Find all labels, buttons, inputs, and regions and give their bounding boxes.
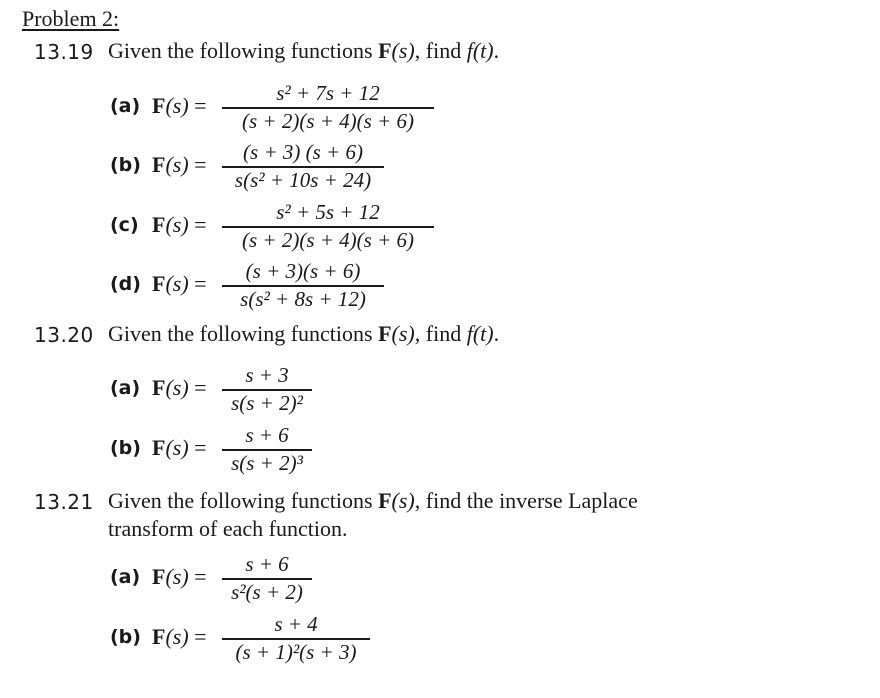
part-label: (a) (110, 95, 141, 117)
fraction-numerator: s² + 5s + 12 (276, 200, 380, 224)
fraction-numerator: s² + 7s + 12 (276, 81, 380, 105)
fraction-numerator: s + 6 (245, 423, 289, 447)
statement-function: F (378, 38, 392, 63)
statement-text: . (493, 38, 500, 63)
statement-arg: (s) (391, 321, 415, 346)
part-label: (b) (110, 154, 141, 176)
fraction-denominator: s(s² + 10s + 24) (234, 168, 372, 192)
statement-arg: (s) (391, 488, 415, 513)
function-lhs: F(s) = (152, 152, 207, 177)
part-label: (b) (110, 626, 141, 648)
part-label: (b) (110, 437, 141, 459)
statement-arg: (s) (391, 38, 415, 63)
function-lhs: F(s) = (152, 93, 207, 118)
problem-statement (108, 321, 499, 347)
problem-statement (108, 488, 638, 514)
page-title: Problem 2: (22, 6, 120, 31)
fraction-numerator: (s + 3)(s + 6) (245, 259, 361, 283)
fraction-numerator: s + 6 (245, 552, 289, 576)
function-lhs: F(s) = (152, 624, 207, 649)
statement-text: , find the inverse Laplace (414, 488, 638, 513)
statement-text: Given the following functions (108, 321, 379, 346)
fraction-denominator: s(s + 2)² (231, 391, 303, 415)
problem-number: 13.20 (34, 323, 94, 347)
function-lhs: F(s) = (152, 271, 207, 296)
statement-text: Given the following functions (108, 488, 379, 513)
function-lhs: F(s) = (152, 435, 207, 460)
fraction-denominator: (s + 2)(s + 4)(s + 6) (242, 109, 414, 133)
problem-number: 13.21 (34, 490, 94, 514)
part-label: (d) (110, 273, 141, 295)
statement-text: , find (414, 321, 467, 346)
statement-function: F (378, 321, 392, 346)
fraction-denominator: s²(s + 2) (231, 580, 303, 604)
statement-text: Given the following functions (108, 38, 379, 63)
function-lhs: F(s) = (152, 564, 207, 589)
fraction-denominator: s(s + 2)³ (231, 451, 303, 475)
fraction-denominator: (s + 2)(s + 4)(s + 6) (242, 228, 414, 252)
fraction-denominator: (s + 1)²(s + 3) (235, 640, 357, 664)
function-lhs: F(s) = (152, 375, 207, 400)
statement-target: f(t) (466, 38, 494, 63)
part-label: (c) (110, 214, 139, 236)
statement-text: , find (414, 38, 467, 63)
fraction-numerator: s + 4 (274, 612, 318, 636)
problem-statement-line2: transform of each function. (108, 516, 348, 541)
fraction-denominator: s(s² + 8s + 12) (240, 287, 366, 311)
statement-target: f(t) (466, 321, 494, 346)
fraction-numerator: (s + 3) (s + 6) (243, 140, 363, 164)
statement-text: . (493, 321, 500, 346)
problem-number: 13.19 (34, 40, 94, 64)
part-label: (a) (110, 377, 141, 399)
fraction-numerator: s + 3 (245, 363, 289, 387)
part-label: (a) (110, 566, 141, 588)
problem-statement (108, 38, 499, 64)
function-lhs: F(s) = (152, 212, 207, 237)
statement-function: F (378, 488, 392, 513)
